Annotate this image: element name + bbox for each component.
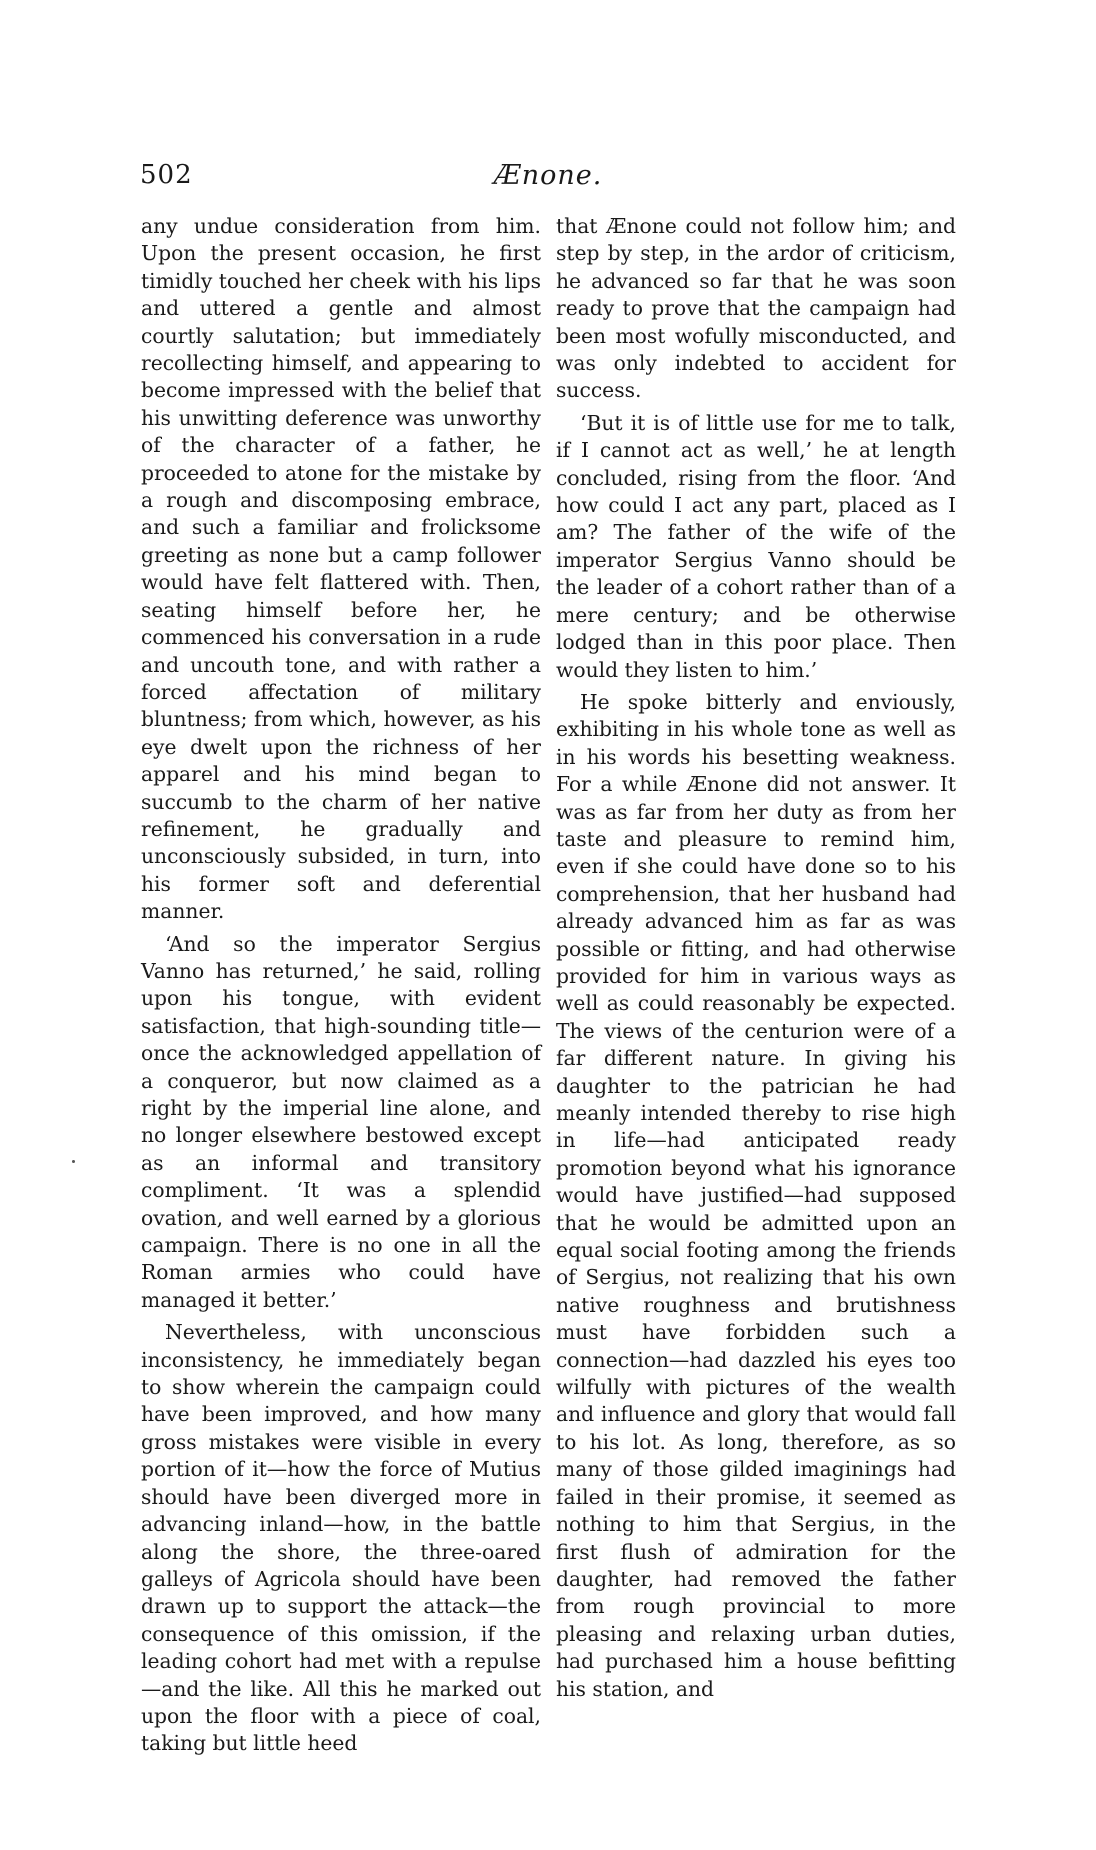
left-column [141, 213, 541, 1763]
page-number: 502 [140, 160, 193, 190]
paragraph: any undue consideration from him. Upon the present occasion, he first timidly touched her cheek with his lips and uttered a gentle and almost courtly salutation; but immediately recollecting himself, and appearing to become impressed with the belief that his unwitting deference was unworthy of the character of a father, he proceeded to atone for the mistake by a rough and discomposing embrace, and such a familiar and frolicksome greeting as none but a camp follower would have felt flattered with. Then, seating himself before her, he commenced his conversation in a rude and uncouth tone, and with rather a forced affectation of military bluntness; from which, however, as his eye dwelt upon the richness of her apparel and his mind began to succumb to the charm of her native refinement, he gradually and unconsciously subsided, in turn, into his former soft and deferential manner. [141, 214, 541, 924]
paragraph: Nevertheless, with unconscious inconsistency, he immediately began to show wherein the campaign could have been improved, and how many gross mistakes were visible in every portion of it—how the force of Mutius should have been diverged more in advancing inland—how, in the battle along the shore, the three-oared galleys of Agricola should have been drawn up to support the attack—the consequence of this omission, if the leading cohort had met with a repulse—and the like. All this he marked out upon the floor with a piece of coal, taking but little heed [141, 1320, 541, 1756]
right-column [556, 213, 956, 1708]
print-speck [72, 1160, 75, 1163]
paragraph: ‘But it is of little use for me to talk, if I cannot act as well,’ he at length concluded, rising from the floor. ‘And how could I act any part, placed as I am? The father of the wife of the imperator Sergius Vanno should be the leader of a cohort rather than of a mere century; and be otherwise lodged than in this poor place. Then would they listen to him.’ [556, 410, 956, 682]
running-title: Ænone. [493, 160, 603, 191]
paragraph: He spoke bitterly and enviously, exhibiting in his whole tone as well as in his words his besetting weakness. For a while Ænone did not answer. It was as far from her duty as from her taste and pleasure to remind him, even if she could have done so to his comprehension, that her husband had already advanced him as far as was possible or fitting, and had otherwise provided for him in various ways as well as could reasonably be expected. The views of the centurion were of a far different nature. In giving his daughter to the patrician he had meanly intended thereby to rise high in life—had anticipated ready promotion beyond what his ignorance would have justified—had supposed that he would be admitted upon an equal social footing among the friends of Sergius, not realizing that his own native roughness and brutishness must have forbidden such a connection—had dazzled his eyes too wilfully with pictures of the wealth and influence and glory that would fall to his lot. As long, therefore, as so many of those gilded imaginings had failed in their promise, it seemed as nothing to him that Sergius, in the first flush of admiration for the daughter, had removed the father from rough provincial to more pleasing and relaxing urban duties, had purchased him a house befitting his station, and [556, 689, 956, 1701]
paragraph: ‘And so the imperator Sergius Vanno has returned,’ he said, rolling upon his tongue, with evident satisfaction, that high-sounding title—once the acknowledged appellation of a conqueror, but now claimed as a right by the imperial line alone, and no longer elsewhere bestowed except as an informal and transitory compliment. ‘It was a splendid ovation, and well earned by a glorious campaign. There is no one in all the Roman armies who could have managed it better.’ [141, 931, 541, 1312]
paragraph: that Ænone could not follow him; and step by step, in the ardor of criticism, he advanced so far that he was soon ready to prove that the campaign had been most wofully misconducted, and was only indebted to accident for success. [556, 214, 956, 403]
